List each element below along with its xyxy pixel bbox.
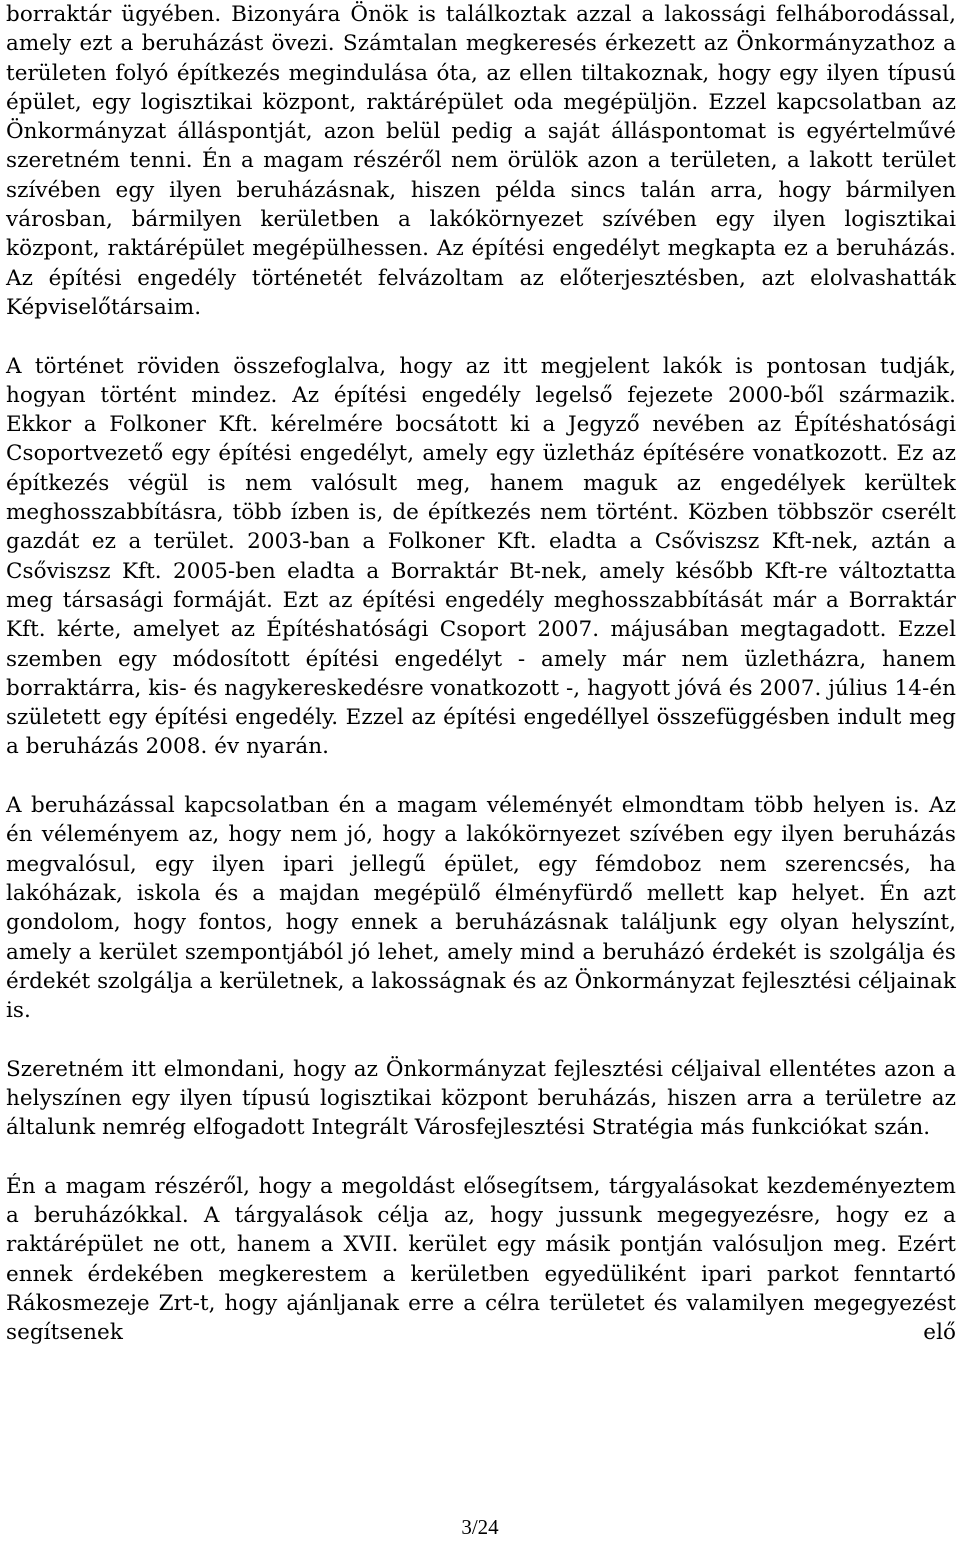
page-number: 3/24 — [461, 1515, 499, 1539]
paragraph-4: Szeretném itt elmondani, hogy az Önkormányzat fejlesztési céljaival ellentétes azon a helyszínen egy ilyen típusú logisztikai központ beruházás, hiszen arra a területre az általunk nemrég elfogadott Integrált Városfejlesztési Stratégia más funkciókat szán. — [6, 1056, 956, 1141]
paragraph-5: Én a magam részéről, hogy a megoldást elősegítsem, tárgyalásokat kezdeményeztem a beruházókkal. A tárgyalások célja az, hogy jussunk megegyezésre, hogy ez a raktárépület ne ott, hanem a XVII. kerület egy másik pontján valósuljon meg. Ezért ennek érdekében megkerestem a kerületben egyedüliként ipari parkot fenntartó Rákosmezeje Zrt-t, hogy ajánljanak erre a célra területet és valamilyen megegyezést segítsenek elő — [6, 1173, 956, 1346]
document-body — [6, 0, 956, 1348]
paragraph-3: A beruházással kapcsolatban én a magam véleményét elmondtam több helyen is. Az én véleményem az, hogy nem jó, hogy a lakókörnyezet szívében egy ilyen beruházás megvalósul, egy ilyen ipari jellegű épület, egy fémdoboz nem szerencsés, ha lakóházak, iskola és a majdan megépülő élményfürdő mellett kap helyet. Én azt gondolom, hogy fontos, hogy ennek a beruházásnak találjunk egy olyan helyszínt, amely a kerület szempontjából jó lehet, amely mind a beruházó érdekét is szolgálja és érdekét szolgálja a kerületnek, a lakosságnak és az Önkormányzat fejlesztési céljainak is. — [6, 793, 956, 1024]
paragraph-1: borraktár ügyében. Bizonyára Önök is találkoztak azzal a lakossági felháborodással, amely ezt a beruházást övezi. Számtalan megkeresés érkezett az Önkormányzathoz a területen folyó építkezés megindulása óta, az ellen tiltakoznak, hogy egy ilyen típusú épület, egy logisztikai központ, raktárépület oda megépüljön. Ezzel kapcsolatban az Önkormányzat álláspontját, azon belül pedig a saját álláspontomat is egyértelművé szeretném tenni. Én a magam részéről nem örülök azon a területen, a lakott terület szívében egy ilyen beruházásnak, hiszen példa sincs talán arra, hogy bármilyen városban, bármilyen kerületben a lakókörnyezet szívében egy ilyen logisztikai központ, raktárépület megépülhessen. Az építési engedélyt megkapta ez a beruházás. Az építési engedély történetét felvázoltam az előterjesztésben, azt elolvashatták Képviselőtársaim. — [6, 2, 956, 320]
paragraph-2: A történet röviden összefoglalva, hogy az itt megjelent lakók is pontosan tudják, hogyan történt mindez. Az építési engedély legelső fejezete 2000-ből származik. Ekkor a Folkoner Kft. kérelmére bocsátott ki a Jegyző nevében az Építéshatósági Csoportvezető egy építési engedélyt, amely egy üzletház építésére vonatkozott. Ez az építkezés végül is nem valósult meg, hanem maguk az engedélyek kerültek meghosszabbításra, több ízben is, de építkezés nem történt. Közben többször cserélt gazdát ez a terület. 2003-ban a Folkoner Kft. eladta a Csőviszsz Kft-nek, aztán a Csőviszsz Kft. 2005-ben eladta a Borraktár Bt-nek, amely később Kft-re változtatta meg társasági formáját. Ezt az építési engedély meghosszabbítását már a Borraktár Kft. kérte, amelyet az Építéshatósági Csoport 2007. májusában megtagadott. Ezzel szemben egy módosított építési engedélyt - amely már nem üzletházra, hanem borraktárra, kis- és nagykereskedésre vonatkozott -, hagyott jóvá és 2007. július 14-én született egy építési engedély. Ezzel az építési engedéllyel összefüggésben indult meg a beruházás 2008. év nyarán. — [6, 353, 956, 760]
